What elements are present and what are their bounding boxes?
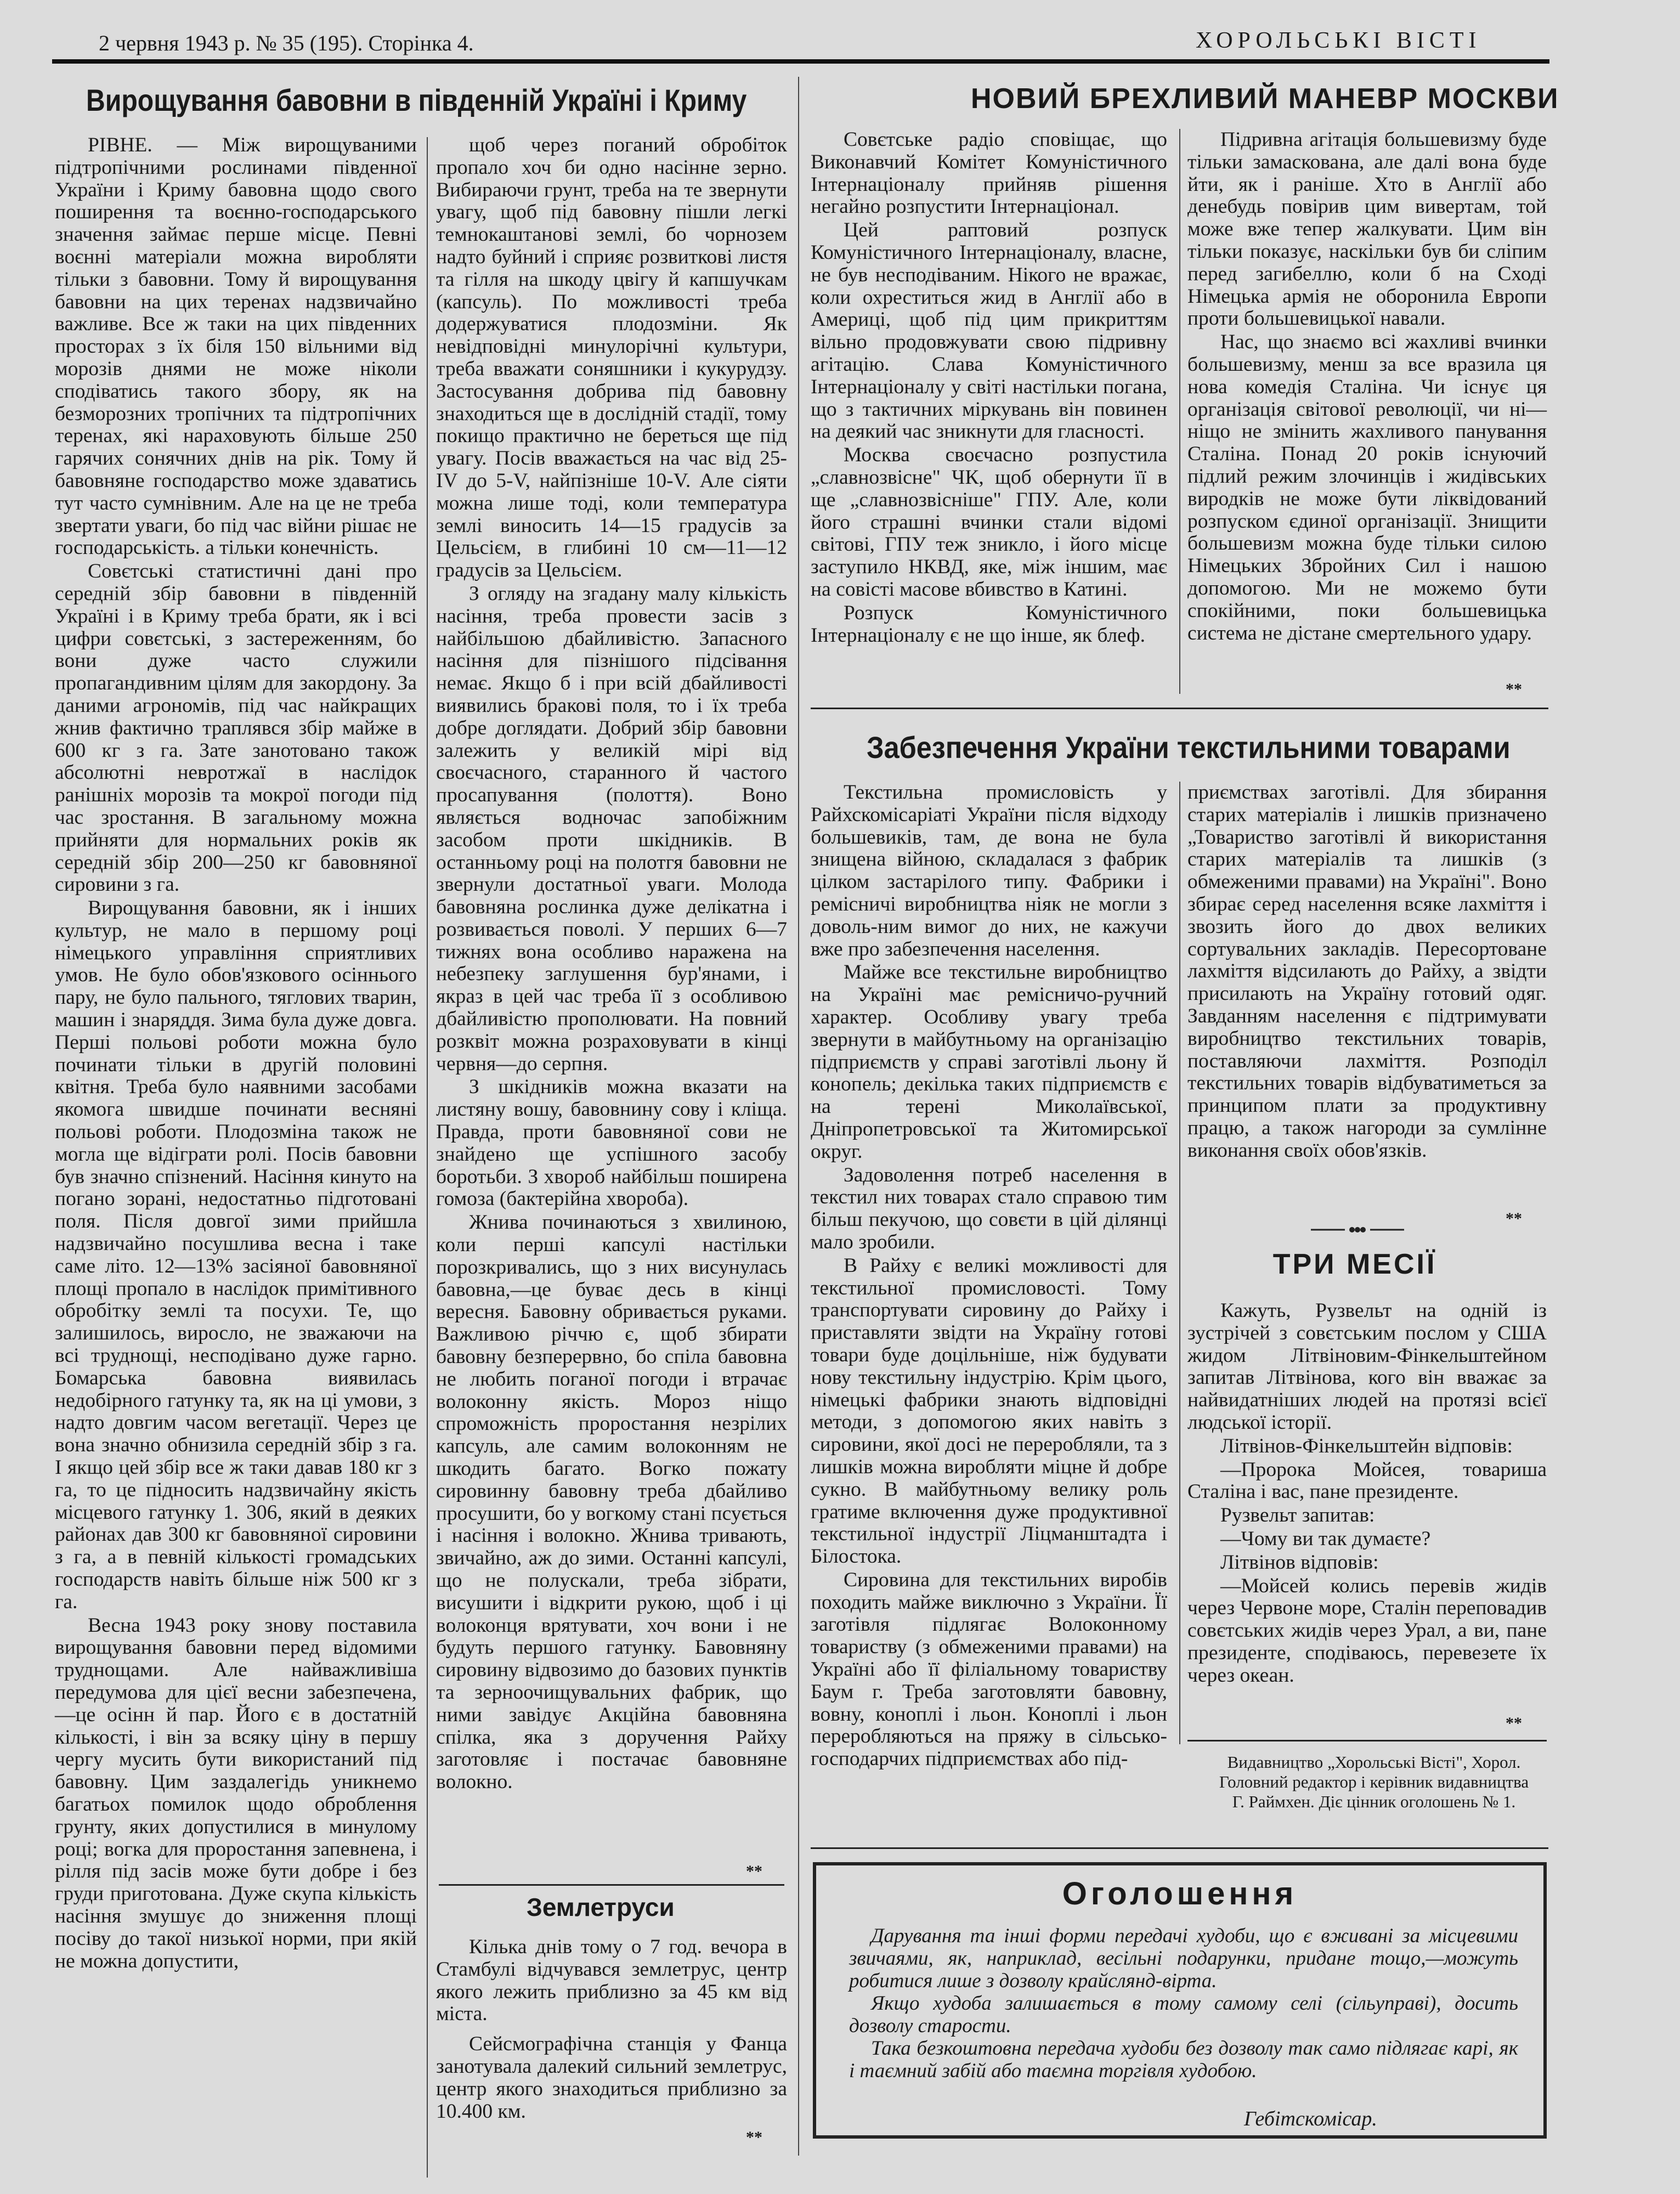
paragraph: З огляду на згадану малу кількість насіння, треба провести засів з найбільшою дбайливістю. Запасного насіння для пізнішого підсівання немає. Якщо б і при всій дбайливості виявились бракові поля, то і їх треба добре доглядати. Добрий збір бавовни залежить у великій мірі від своєчасного, старанного й частого просапування (полоття). Воно являється водночас запобіжним засобом проти шкідників. В останньому році на полотгя бавовни не звернули достатньої уваги. Молода бавовняна рослинка дуже делікатна і розвивається поволі. У перших 6—7 тижнях вона особливо наражена на небезпеку заглушення бур'янами, і якраз в цей час треба її з особливою дбайливістю прополювати. На повний розквіт можна розраховувати в кінці червня—до серпня. (436, 582, 787, 1075)
section-rule (811, 708, 1548, 709)
paragraph: В Райху є великі можливості для текстильної промисловості. Тому транспортувати сировину до Райху і приставляти звідти на Україну готові товари буде доцільніше, ніж будувати нову текстильну індустрію. Крім цього, німецькі фабрики знають відповідні методи, з допомогою яких навіть з сировини, якої досі не переробляли, та з лишків можна виробляти міцне й добре сукно. В майбутньому велику роль гратиме включення дуже продуктивної текстильної індустрії Ліцманштадта і Білостока. (811, 1254, 1167, 1568)
paragraph: Літвінов відповів: (1220, 1551, 1379, 1574)
paragraph: Кажуть, Рузвельт на одній із зустрічей з совєтським послом у США жидом Літвіновим-Фінкельштейном запитав Літвінова, кого він вважає за найвидатніших людей на протязі всієї людської історії. (1187, 1299, 1547, 1434)
paragraph: Сировина для текстильних виробів походить майже виключно з України. Її заготівля підлягає Волоконному товариству (з обмеженими правами) на Україні або її філіальному товариству Баум г. Треба заготовляти бавовну, вовну, коноплі і льон. Коноплі і льон переробляються на пряжу в сільсько-господарчих підприємствах або під- (811, 1568, 1167, 1771)
paragraph: Весна 1943 року знову поставила вирощування бавовни перед відомими труднощами. Але найважливіша передумова для цієї весни забезпечена,—це осінн й пар. Його є в достатній кількості, і він за всяку ціну в першу чергу мусить бути використаний під бавовну. Цим заздалегідь уникнемо багатьох помилок щодо оброблення грунту, яких допустилися в минулому році; вогка для проростання запевнена, і рілля під засів може бути добре і без груди приготована. Дуже скупа кількість насіння змушує до зниження площі посіву до такої низької норми, при якій не можна допустити, (55, 1614, 417, 1972)
announcement-signature: Гебітскомісар. (1244, 2107, 1377, 2130)
column-divider (1179, 782, 1180, 1744)
paragraph: —Мойсей колись перевів жидів через Червоне море, Сталін переповадив совєтських жидів через Урал, а ви, пане президенте, сподіваюсь, перевезете їх через океан. (1187, 1574, 1547, 1687)
messiahs-article-title: ТРИ МЕСІЇ (1272, 1248, 1437, 1280)
paragraph: Сейсмографічна станція у Фанца занотувала далекий сильний землетрус, центр якого знаходиться приблизно за 10.400 км. (436, 2033, 787, 2123)
section-rule (439, 1884, 784, 1886)
maneuver-column-2 (1187, 129, 1547, 646)
paragraph: Рузвельт запитав: (1220, 1504, 1375, 1527)
imprint-line: Головний редактор і керівник видавництва (1219, 1772, 1529, 1791)
paragraph: Майже все текстильне виробництво на Україні має ремісничо-ручний характер. Особливу увагу треба звернути в майбутньому на організацію підприємств у справі заготівлі льону й конопель; декілька таких підприємств є на терені Миколаївської, Дніпропетровської та Житомирської округ. (811, 961, 1167, 1163)
section-rule (811, 1847, 1548, 1849)
ornament-icon (1311, 1223, 1404, 1236)
announcement-box (813, 1862, 1547, 2139)
page-date-line: 2 червня 1943 р. № 35 (195). Сторінка 4. (99, 31, 474, 55)
textile-column-2 (1187, 782, 1547, 1163)
cotton-article-title: Вирощування бавовни в південній Україні і Криму (86, 83, 747, 117)
paragraph: Дарування та інші форми передачі худоби, що є вживані за місцевими звичаями, як, наприклад, весільні подарунки, придане тощо,—можуть робитися лише з дозволу крайслянд-вірта. (849, 1925, 1518, 1992)
paragraph: Текстильна промисловість у Райхскомісаріаті України після відходу большевиків, там, де вона не була знищена війною, складалася з фабрик цілком застарілого типу. Фабрики і ремісничі виробництва ніяк не могли з доволь-ним вимог до них, не кажучи вже про забезпечення населення. (811, 781, 1167, 960)
column-divider (798, 77, 799, 2156)
maneuver-article-title: НОВИЙ БРЕХЛИВИЙ МАНЕВР МОСКВИ (971, 83, 1559, 115)
paragraph: Нас, що знаємо всі жахливі вчинки большевизму, менш за все вразила ця нова комедія Сталіна. Чи існує ця організація світової революції, чи ні—ніщо не змінить жахливого панування Сталіна. Понад 20 років існуючий підлий режим злочинців і жидівських виродків не може бути ліквідований розпуском єдиної організації. Знищити большевизм можна буде тільки силою Німецьких Збройних Сил і нашою допомогою. Ми не можемо бути спокійними, поки большевицька система не дістане смертельного удару. (1187, 331, 1547, 644)
paragraph: Вирощування бавовни, як і інших культур, не мало в першому році німецького управління сприятливих умов. Не було обов'язкового осіннього пару, не було пального, тяглових тварин, машин і знаряддя. Зима була дуже довга. Перші польові роботи можна було починати тільки в другій половині квітня. Треба було наявними засобами якомога швидше починати весняні польові роботи. Плодозміна також не могла ще відіграти ролі. Посів бавовни був значно спізнений. Насіння кинуто на погано зорані, недостатньо підготовані поля. Після довгої зими прийшла надзвичайно посушлива весна і таке саме літо. 12—13% засіяної бавовняної площі пропало в наслідок примітивного обробітку землі та посухи. Те, що залишилось, виросло, не зважаючи на всі труднощі, несподівано дуже гарно. Бомарська бавовна виявилась недобірного гатунку та, як на ці умови, з надто довгим часом вегетації. Через це вона значно обнизила середній збір з га. І якщо цей збір все ж таки давав 180 кг з га, то це підносить надзвичайну якість місцевого гатунку 1. 306, який в деяких районах дав 300 кг бавовняної сировини з га, а в певній кількості громадських господарств навіть більше ніж 500 кг з га. (55, 897, 417, 1613)
textile-article-title: Забезпечення України текстильними товарами (867, 730, 1511, 765)
paragraph: З шкідників можна вказати на листяну вошу, бавовнину сову і кліща. Правда, проти бавовняної сови не знайдено ще успішного засобу боротьби. З хвороб найбільш поширена гомоза (бактерійна хвороба). (436, 1076, 787, 1211)
maneuver-end-mark: ** (1506, 680, 1522, 698)
paragraph: Літвінов-Фінкельштейн відповів: (1220, 1434, 1513, 1457)
column-divider (1179, 129, 1180, 694)
paragraph: Задоволення потреб населення в текстил них товарах стало справою тим більш пекучою, що совєти в цій ділянці мало зробили. (811, 1163, 1167, 1253)
imprint-line: Видавництво „Хорольські Вісті", Хорол. (1227, 1752, 1521, 1772)
ornament-divider (1311, 1223, 1404, 1240)
header-rule (52, 59, 1549, 64)
paragraph: —Пророка Мойсея, товариша Сталіна і вас, пане президенте. (1187, 1458, 1547, 1503)
quake-article-body (436, 1936, 787, 2124)
cotton-column-1 (55, 134, 417, 1974)
cotton-column-2 (436, 134, 787, 1795)
quake-article-title: Землетруси (527, 1893, 675, 1921)
paragraph: приємствах заготівлі. Для збирання старих матеріалів і лишків призначено „Товариство заготівлі й використання старих матеріалів та лишків (з обмеженими правами) на Україні". Воно збирає серед населення всяке лахміття і звозить його до двох великих сортувальних закладів. Пересортоване лахміття відсилають до Райху, а звідти присилають на Україну готовий одяг. Завданням населення є підтримувати виробництво текстильних товарів, поставляючи лахміття. Розподіл текстильних товарів відбуватиметься за принципом плати за продуктивну працю, а також нагороди за сумлінне виконання своїх обов'язків. (1187, 781, 1547, 1162)
announcement-body (849, 1925, 1518, 2082)
paragraph: Жнива починаються з хвилиною, коли перші капсулі настільки порозкривались, що з них висунулась бавовна,—це буває десь в кінці вересня. Бавовну обривається руками. Важливою річчю є, щоб збирати бавовну безперервно, бо спіла бавовна не любить поганої погоди і втрачає волоконну якість. Мороз ніщо спроможність проростання незрілих капсуль, але самим волоконням не шкодить багато. Вогко пожату сировинну бавовну треба дбайливо просушити, бо у вогкому стані псується і насіння і волокно. Жнива тривають, звичайно, аж до зими. Останні капсулі, що не полускали, треба зібрати, висушити і відкрити рукою, щоб і ці волоконця врятувати, хоч вони і не будуть першого гатунку. Бавовняну сировину відвозимо до базових пунктів та зерноочищувальних фабрик, що ними завідує Акційна бавовняна спілка, яка з доручення Райху заготовляє і постачає бавовняне волокно. (436, 1211, 787, 1794)
cotton-end-mark: ** (746, 1862, 762, 1880)
paragraph: Цей раптовий розпуск Комуністичного Інтернаціоналу, власне, не був несподіваним. Нікого не вражає, коли охреститься жид в Англії або в Америці, щоб під цим прикриттям вільно продовжувати свою підривну агітацію. Слава Комуністичного Інтернаціоналу у світі настільки погана, що з тактичних міркувань він повинен на деякий час зникнути для гласності. (811, 219, 1167, 443)
paragraph: щоб через поганий обробіток пропало хоч би одно насінне зерно. Вибираючи грунт, треба на те звернути увагу, щоб під бавовну пішли легкі темнокаштанові землі, бо чорнозем надто буйний і сприяє розвиткові листя та гілля на шкоду цвігу й капшучкам (капсуль). По можливості треба додержуватися плодозміни. Як невідповідні минулорічні культури, треба вважати соняшники і кукурудзу. Застосування добрива під бавовну знаходиться ще в дослідній стадії, тому покищо практично не береться ще під увагу. Посів вважається на час від 25-IV до 5-V, найпізніше 10-V. Але сіяти можна лише тоді, коли температура землі виносить 14—15 градусів за Цельсієм, в глибині 10 см—11—12 градусів за Цельсієм. (436, 134, 787, 582)
imprint-line: Г. Раймхен. Діє цінник оголошень № 1. (1232, 1792, 1516, 1811)
paragraph: Підривна агітація большевизму буде тільки замаскована, але далі вона буде йти, як і раніше. Хто в Англії або денебудь повірив цим вивертам, той може вже тепер жалкувати. Цим він тільки показує, наскільки був би сліпим перед загибеллю, коли б на Сході Німецька армія не оборонила Европи проти большевицької навали. (1187, 128, 1547, 330)
paragraph: —Чому ви так думаєте? (1220, 1527, 1431, 1550)
masthead-name: ХОРОЛЬСЬКІ ВІСТІ (1196, 28, 1481, 53)
textile-column-1 (811, 782, 1167, 1772)
paragraph: Москва своєчасно розпустила „славнозвісне" ЧК, щоб обернути її в ще „славнозвісніше" ГПУ. Але, коли його страшні вчинки стали відомі світові, ГПУ теж зникло, і його місце заступило НКВД, яке, між іншим, має на совісті масове вбивство в Катині. (811, 444, 1167, 601)
messiahs-article-body (1187, 1300, 1547, 1688)
paragraph: Кілька днів тому о 7 год. вечора в Стамбулі відчувався землетрус, центр якого лежить приблизно за 45 км від міста. (436, 1936, 787, 2026)
textile-end-mark: ** (1506, 1209, 1522, 1228)
imprint-rule (1187, 1740, 1547, 1741)
paragraph: Якщо худоба залишається в тому самому селі (сільуправі), досить дозволу старости. (849, 1992, 1518, 2037)
announcement-title: Оголошення (1062, 1876, 1298, 1912)
maneuver-column-1 (811, 129, 1167, 648)
column-divider (427, 137, 428, 2178)
quake-end-mark: ** (746, 2128, 762, 2146)
paragraph: Така безкоштовна передача худоби без дозволу так само підлягає карі, як і таємний забій або таємна торгівля худобою. (849, 2037, 1518, 2082)
paragraph: Совєтське радіо сповіщає, що Виконавчий Комітет Комуністичного Інтернаціоналу прийняв рішення негайно розпустити Інтернаціонал. (811, 128, 1167, 218)
messiahs-end-mark: ** (1506, 1714, 1522, 1732)
paragraph: РІВНЕ. — Між вирощуваними підтропічними рослинами південної України і Криму бавовна щодо свого поширення та воєнно-господарського значення займає перше місце. Певні воєнні матеріали можна виробляти тільки з бавовни. Тому й вирощування бавовни на цих теренах надзвичайно важливе. Все ж таки на цих південних просторах з їх біля 150 вільними від морозів днями не може ніколи сподіватись такого збору, як на безморозних тропічних та підтропічних теренах, які нараховують більше 250 гарячих сонячних днів на рік. Тому й бавовняне господарство може здаватись тут часто сумнівним. Але на це не треба звертати уваги, бо під час війни рішає не господарськість. а тільки конечність. (55, 134, 417, 559)
publisher-imprint (1196, 1752, 1552, 1812)
paragraph: Розпуск Комуністичного Інтернаціоналу є не що інше, як блеф. (811, 601, 1167, 647)
paragraph: Совєтські статистичні дані про середній збір бавовни в південній Україні і в Криму треба брати, як і всі цифри совєтські, з застереженням, бо вони дуже часто служили пропагандивним цілям для закордону. За даними агрономів, під час найкращих жнив фактично траплявся збір майже в 600 кг з га. Зате занотовано також абсолютні невротжаї в наслідок ранішніх морозів та мокрої погоди під час зростання. В загальному можна прийняти для нормальних років як середній збір 200—250 кг бавовняної сировини з га. (55, 560, 417, 896)
